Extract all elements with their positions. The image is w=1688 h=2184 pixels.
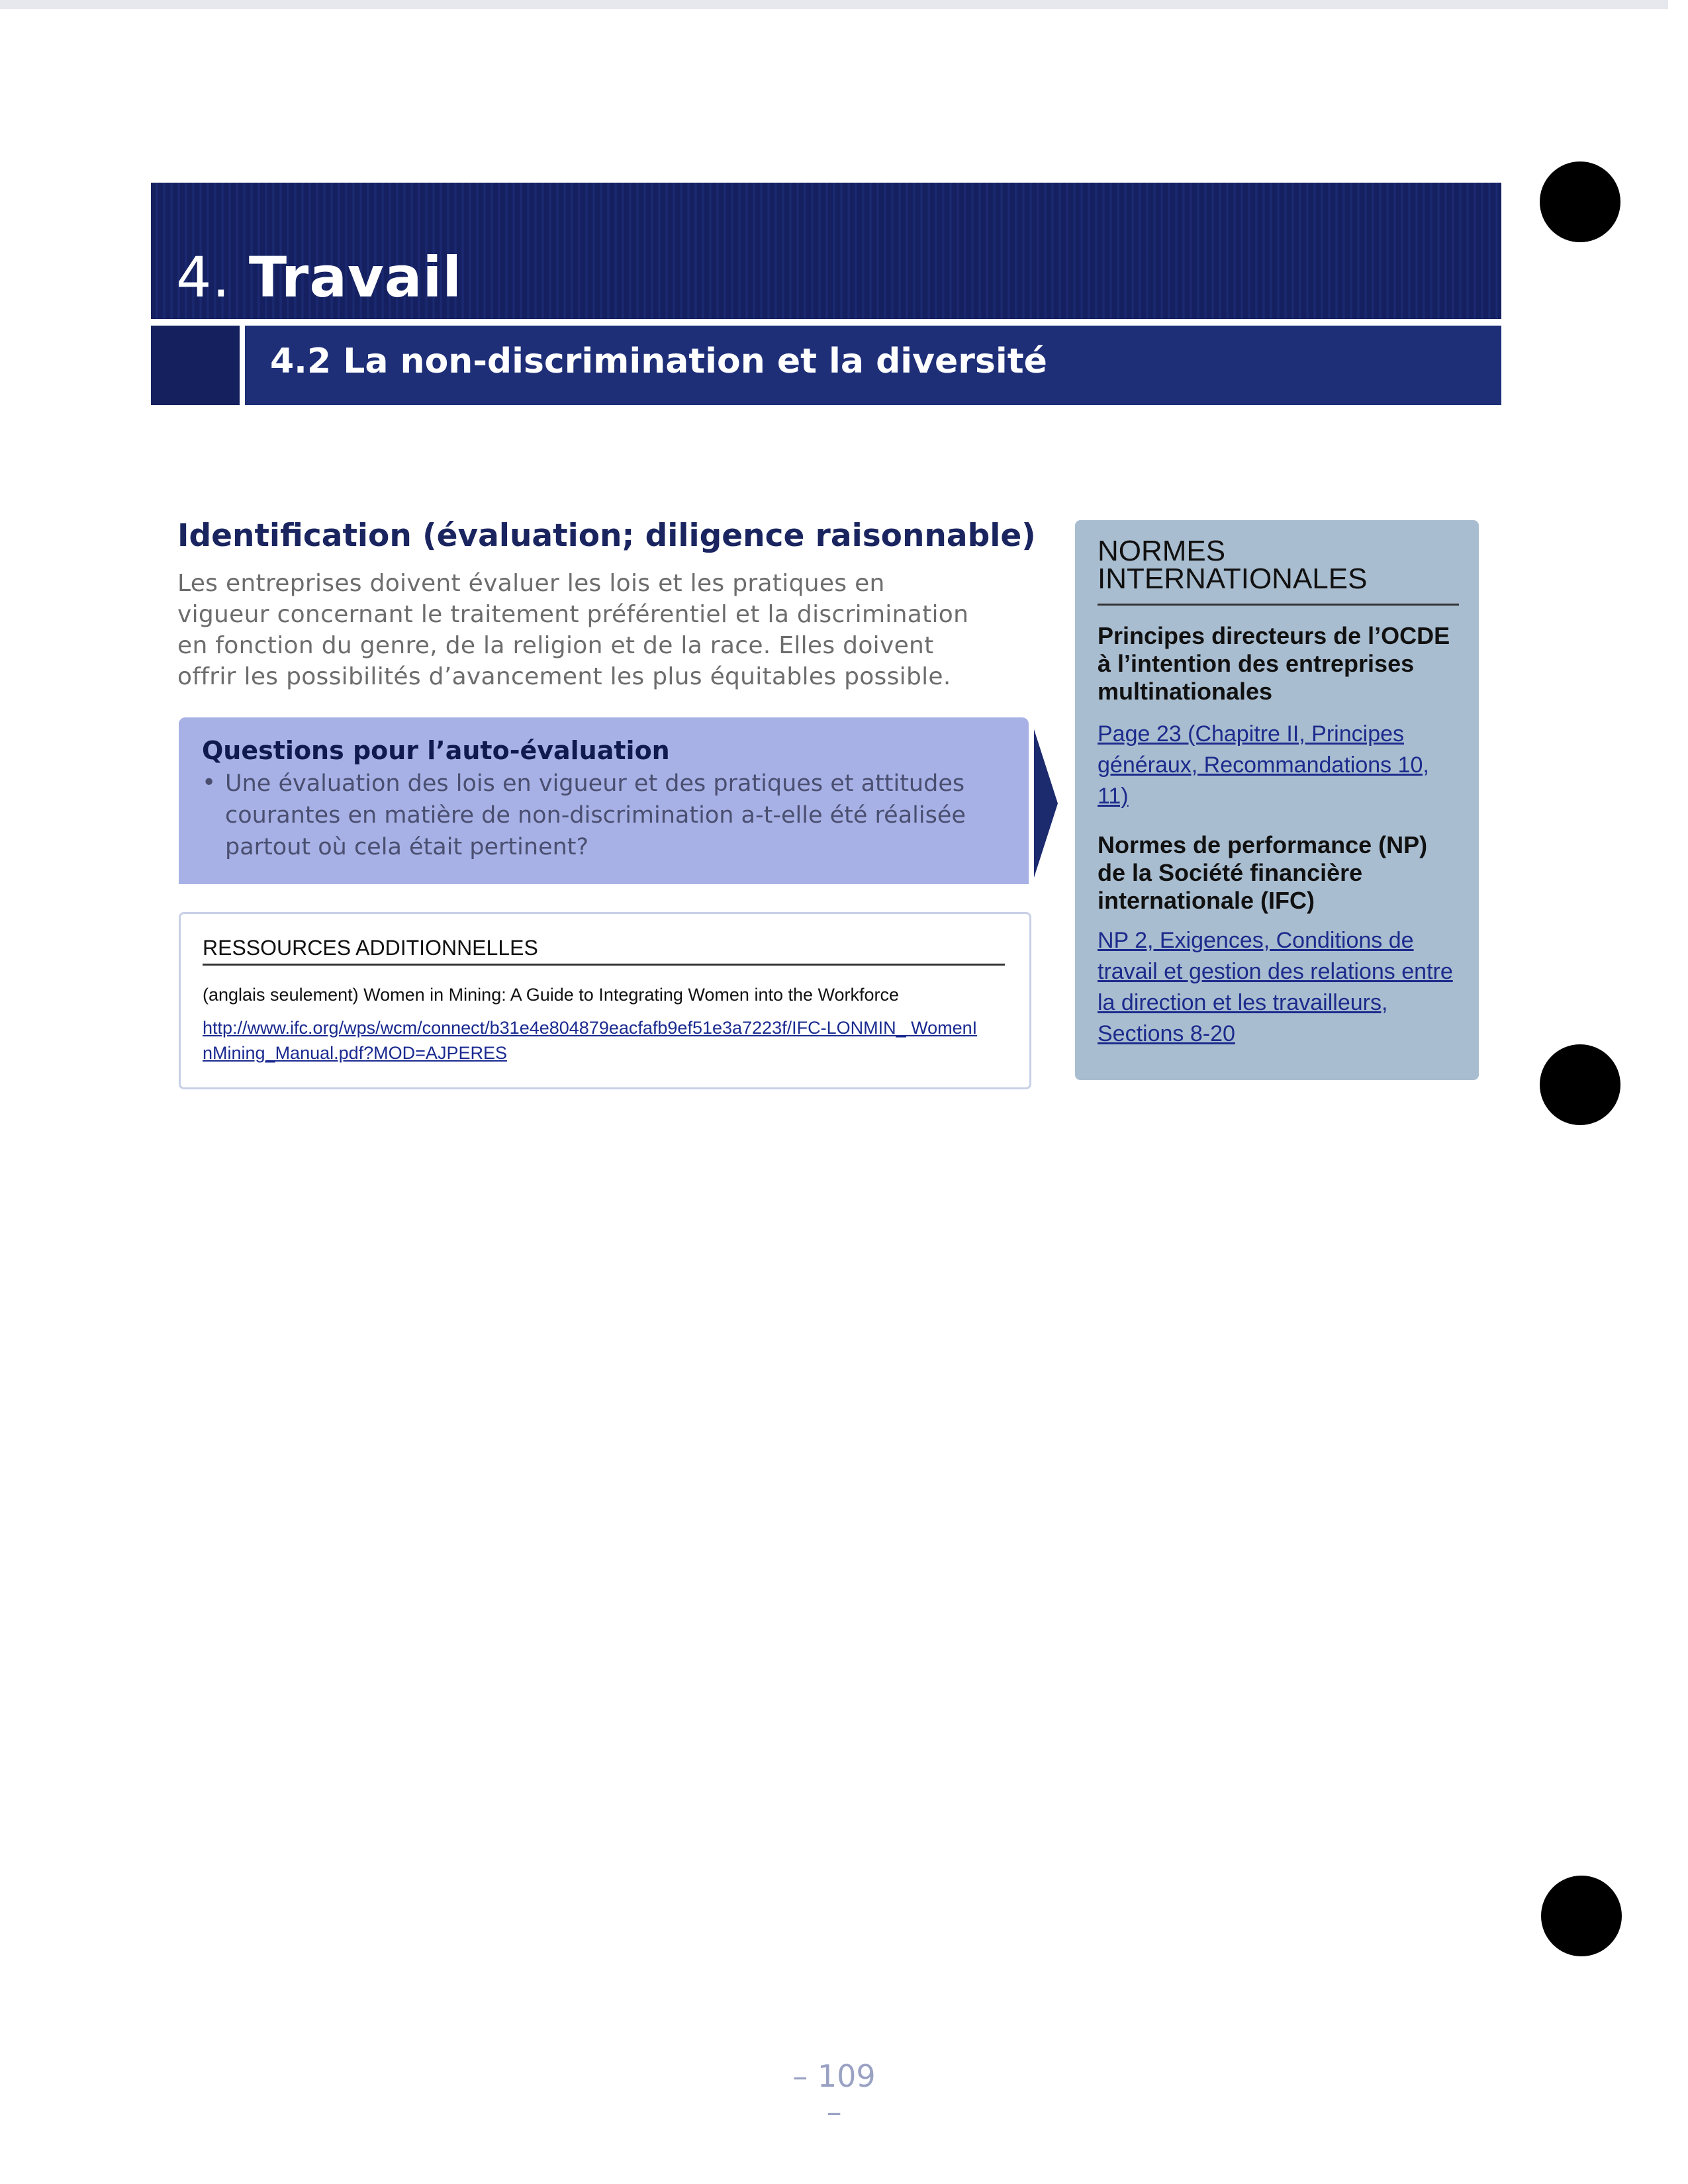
banner-divider [151, 319, 1501, 326]
resources-description: (anglais seulement) Women in Mining: A Guide to Integrating Women into the Workforce [203, 985, 900, 1005]
chapter-name: Travail [248, 245, 463, 310]
section-title: 4.2 La non-discrimination et la diversité [270, 341, 1047, 381]
punch-hole-top [1540, 161, 1620, 242]
self-assessment-question: Une évaluation des lois en vigueur et des pratiques et attitudes courantes en matière de non-discrimination a-t-elle été réalisée partout où cela était pertinent? [225, 770, 966, 860]
identification-heading: Identification (évaluation; diligence raisonnable) [177, 518, 1036, 554]
resources-divider [203, 964, 1005, 966]
bullet-icon: • [202, 769, 216, 796]
punch-hole-bottom [1541, 1876, 1622, 1956]
section-banner-tab [151, 326, 240, 405]
chapter-title [176, 245, 462, 310]
resources-link[interactable]: http://www.ifc.org/wps/wcm/connect/b31e4e804879eacfafb9ef51e3a7223f/IFC-LONMIN_ WomenInMining_Manual.pdf?MOD=AJPERES [203, 1018, 978, 1063]
ifc-standards-title: Normes de performance (NP) de la Société financière internationale (IFC) [1098, 831, 1428, 914]
standards-divider [1098, 604, 1459, 606]
chapter-number: 4. [176, 245, 231, 310]
ocde-guidelines-link[interactable]: Page 23 (Chapitre II, Principes généraux, Recommandations 10, 11) [1098, 721, 1429, 809]
self-assessment-heading: Questions pour l’auto-évaluation [202, 736, 670, 765]
scan-top-edge [0, 0, 1668, 9]
resources-heading: RESSOURCES ADDITIONNELLES [203, 936, 538, 960]
page-number: – 109 – [792, 2058, 876, 2130]
identification-body: Les entreprises doivent évaluer les lois et les pratiques en vigueur concernant le traitement préférentiel et la discrimination en fonction du genre, de la religion et de la race. Elles doivent offrir les possibilités d’avancement les plus équitables possible. [177, 570, 969, 690]
arrow-right-icon [1034, 729, 1058, 878]
ifc-standards-link[interactable]: NP 2, Exigences, Conditions de travail et gestion des relations entre la direction et les travailleurs, Sections 8-20 [1098, 928, 1453, 1046]
section-banner-divider [240, 326, 245, 405]
ocde-guidelines-title: Principes directeurs de l’OCDE à l’intention des entreprises multinationales [1098, 622, 1450, 705]
standards-heading: NORMES INTERNATIONALES [1098, 535, 1368, 595]
punch-hole-middle [1540, 1044, 1620, 1125]
